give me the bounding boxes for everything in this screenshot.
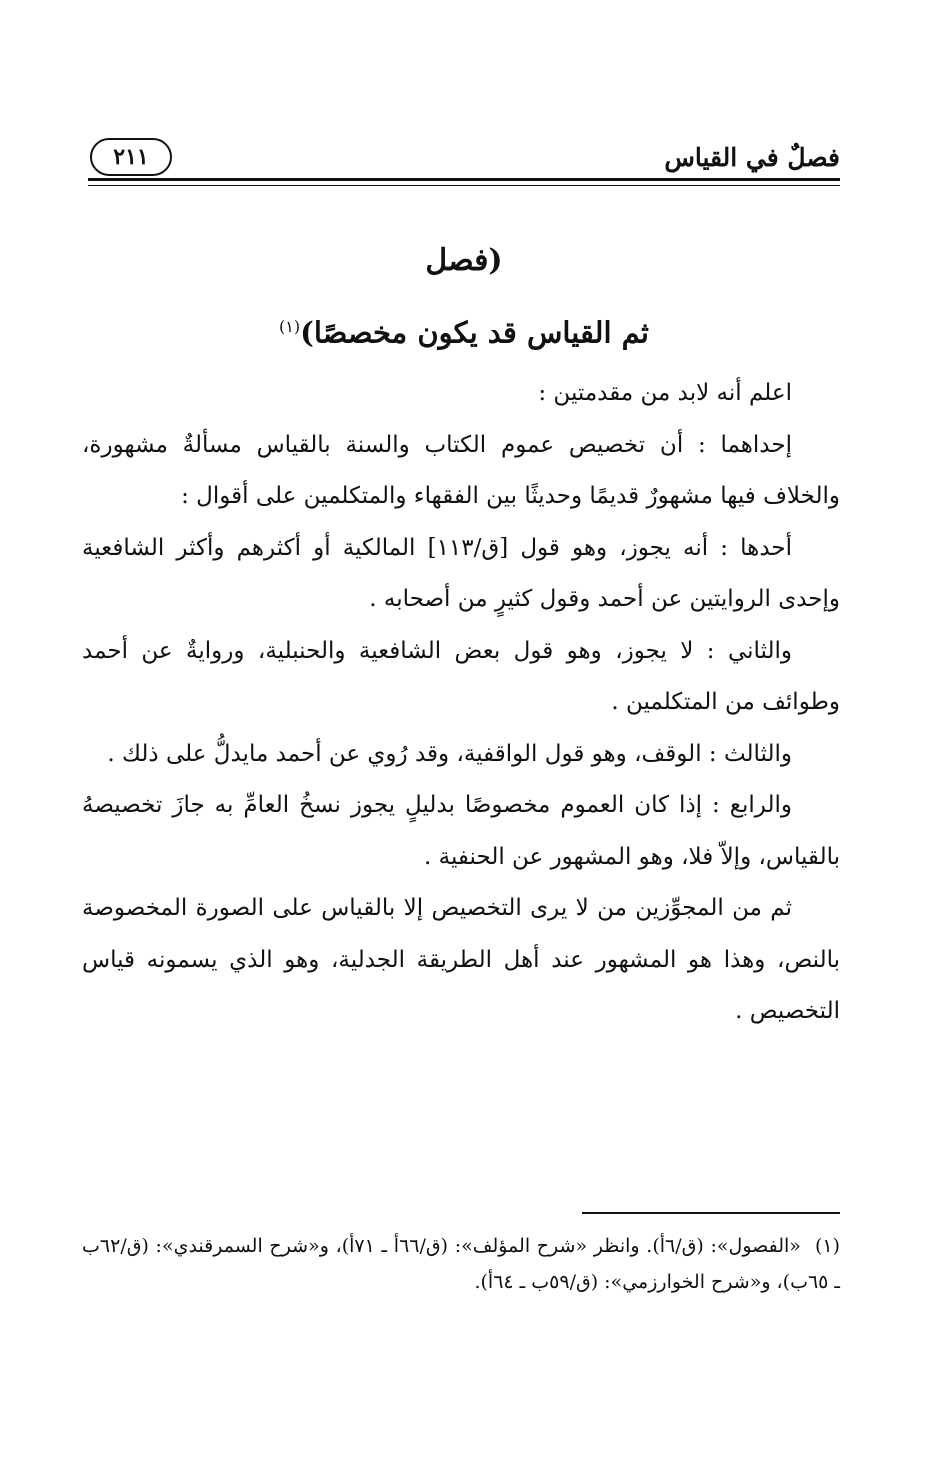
- paragraph: أحدها : أنه يجوز، وهو قول [ق/١١٣] المالكية أو أكثرهم وأكثر الشافعية وإحدى الروايتين عن أحمد وقول كثيرٍ من أصحابه .: [82, 534, 840, 612]
- paragraph: اعلم أنه لابد من مقدمتين :: [538, 380, 792, 406]
- body-text: [82, 368, 840, 1038]
- running-title: فصلٌ في القياس: [664, 143, 840, 172]
- paragraph: والثالث : الوقف، وهو قول الواقفية، وقد رُوي عن أحمد مايدلُّ على ذلك .: [107, 740, 792, 767]
- page-number: ٢١١: [90, 138, 172, 176]
- section-heading: (فصل: [425, 243, 503, 278]
- paragraph: ثم من المجوِّزين من لا يرى التخصيص إلا بالقياس على الصورة المخصوصة بالنص، وهذا هو المشهور عند أهل الطريقة الجدلية، وهو الذي يسمونه قياس التخصيص .: [82, 895, 840, 1024]
- footnote-text: «الفصول»: (ق/٦أ). وانظر «شرح المؤلف»: (ق/٦٦أ ـ ٧١أ)، و«شرح السمرقندي»: (ق/٦٢ب ـ ٦٥ب)، و«شرح الخوارزمي»: (ق/٥٩ب ـ ٦٤أ).: [82, 1235, 840, 1293]
- header-rule: [88, 178, 840, 186]
- paragraph: والرابع : إذا كان العموم مخصوصًا بدليلٍ يجوز نسخُ العامِّ به جازَ تخصيصهُ بالقياس، وإلاّ فلا، وهو المشهور عن الحنفية .: [82, 792, 840, 870]
- footnote-rule: [582, 1212, 840, 1214]
- paragraph: إحداهما : أن تخصيص عموم الكتاب والسنة بالقياس مسألةٌ مشهورة، والخلاف فيها مشهورٌ قديمًا وحديثًا بين الفقهاء والمتكلمين على أقوال :: [82, 431, 840, 509]
- footnote-marker: (١): [814, 1235, 840, 1257]
- section-subheading: [88, 302, 840, 358]
- subheading-text: ثم القياس قد يكون مخصصًا): [300, 315, 649, 350]
- paragraph: والثاني : لا يجوز، وهو قول بعض الشافعية والحنبلية، وروايةٌ عن أحمد وطوائف من المتكلمين .: [82, 637, 840, 715]
- footnote-ref: (١): [279, 317, 301, 336]
- footnote: [82, 1228, 840, 1300]
